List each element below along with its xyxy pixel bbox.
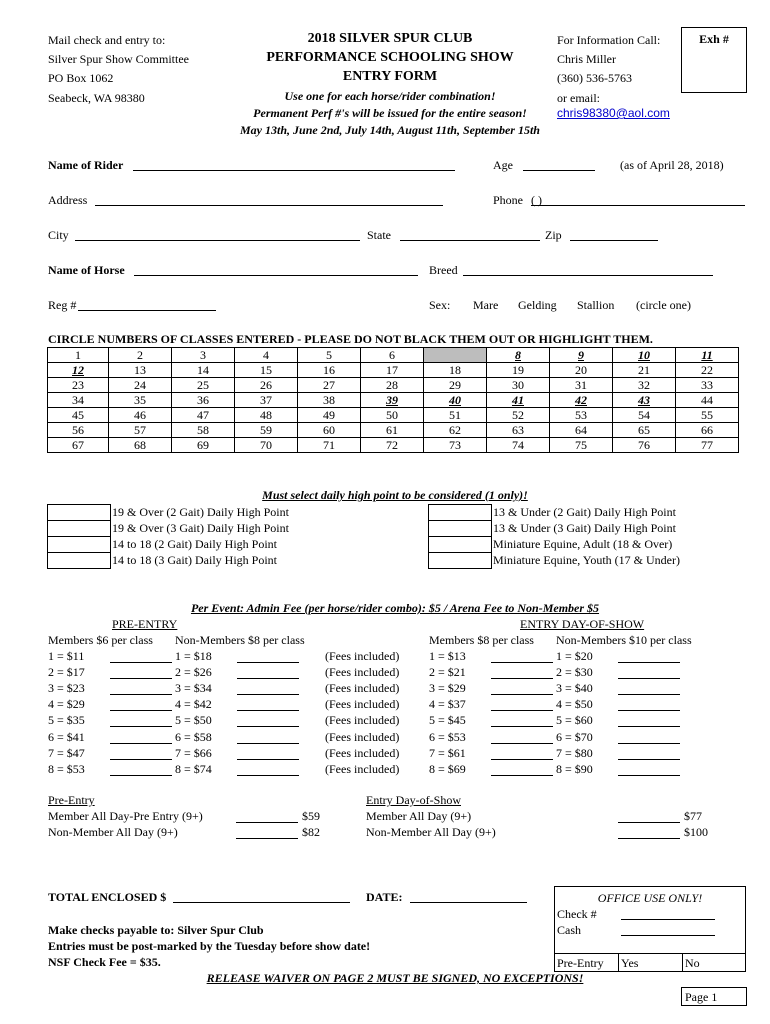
title-note-2: Permanent Perf #'s will be issued for the entire season!: [253, 106, 527, 120]
day-nonmember-fee-field[interactable]: [618, 710, 680, 711]
class-cell[interactable]: 77: [676, 438, 739, 453]
class-cell[interactable]: 39: [361, 393, 424, 408]
high-point-heading: Must select daily high point to be considered (1 only)!: [262, 488, 528, 502]
age-label: Age: [493, 158, 513, 172]
class-row: [48, 393, 739, 408]
circle-one-note: (circle one): [636, 298, 691, 312]
class-cell[interactable]: 53: [550, 408, 613, 423]
class-row: [48, 423, 739, 438]
high-point-checkbox[interactable]: [428, 520, 492, 537]
date-label: DATE:: [366, 890, 403, 904]
info-label: For Information Call:: [557, 33, 661, 47]
pre-nonmember-fee: 8 = $74: [175, 762, 212, 776]
day-member-fee-field[interactable]: [491, 694, 553, 695]
class-cell[interactable]: 14: [172, 363, 235, 378]
office-cash-label: Cash: [557, 923, 581, 937]
class-cell[interactable]: 5: [298, 348, 361, 363]
pre-member-fee: 2 = $17: [48, 665, 85, 679]
pre-member-fee-field[interactable]: [110, 678, 172, 679]
info-email-label: or email:: [557, 91, 600, 105]
day-member-fee-field[interactable]: [491, 759, 553, 760]
fees-included-note: (Fees included): [325, 649, 400, 663]
class-cell[interactable]: 37: [235, 393, 298, 408]
class-cell[interactable]: 38: [298, 393, 361, 408]
class-cell[interactable]: 21: [613, 363, 676, 378]
fees-included-note: (Fees included): [325, 762, 400, 776]
day-nonmember-fee-field[interactable]: [618, 726, 680, 727]
total-enclosed-field[interactable]: [173, 902, 350, 903]
title-dates: May 13th, June 2nd, July 14th, August 11th, September 15th: [240, 123, 540, 137]
day-nonmember-fee: 4 = $50: [556, 697, 593, 711]
class-cell[interactable]: 33: [676, 378, 739, 393]
mail-line-2: Silver Spur Show Committee: [48, 52, 189, 66]
allday-pre-label: Pre-Entry: [48, 793, 95, 807]
exh-label: Exh #: [699, 32, 729, 46]
class-cell[interactable]: 13: [109, 363, 172, 378]
state-label: State: [367, 228, 391, 242]
class-cell[interactable]: 8: [487, 348, 550, 363]
class-cell[interactable]: 6: [361, 348, 424, 363]
pre-member-fee-field[interactable]: [110, 726, 172, 727]
pre-nonmember-fee: 4 = $42: [175, 697, 212, 711]
day-nonmember-fee: 1 = $20: [556, 649, 593, 663]
title-line-1: 2018 SILVER SPUR CLUB: [307, 31, 473, 46]
day-nonmember-fee-field[interactable]: [618, 775, 680, 776]
fees-included-note: (Fees included): [325, 697, 400, 711]
day-member-fee: 6 = $53: [429, 730, 466, 744]
class-cell[interactable]: 59: [235, 423, 298, 438]
class-cell[interactable]: 70: [235, 438, 298, 453]
day-nonmember-fee-field[interactable]: [618, 743, 680, 744]
pre-member-fee-field[interactable]: [110, 662, 172, 663]
horse-name-field[interactable]: [134, 275, 418, 276]
pre-member-fee: 7 = $47: [48, 746, 85, 760]
rider-label: Name of Rider: [48, 158, 124, 172]
sex-label: Sex:: [429, 298, 451, 312]
class-cell[interactable]: 11: [676, 348, 739, 363]
office-cash-field[interactable]: [621, 935, 715, 936]
sex-mare-option[interactable]: Mare: [473, 298, 499, 312]
class-cell[interactable]: 17: [361, 363, 424, 378]
day-member-fee-field[interactable]: [491, 726, 553, 727]
day-nonmember-fee-field[interactable]: [618, 759, 680, 760]
class-cell[interactable]: 43: [613, 393, 676, 408]
high-point-checkbox[interactable]: [47, 536, 111, 553]
high-point-option: 19 & Over (2 Gait) Daily High Point: [112, 505, 289, 519]
page-number-box: [681, 987, 747, 1006]
fees-included-note: (Fees included): [325, 665, 400, 679]
pre-member-fee: 4 = $29: [48, 697, 85, 711]
office-yes-cell[interactable]: [618, 954, 683, 972]
pre-nonmember-fee: 5 = $50: [175, 713, 212, 727]
office-check-label: Check #: [557, 907, 597, 921]
class-cell[interactable]: 45: [48, 408, 109, 423]
class-cell[interactable]: 24: [109, 378, 172, 393]
allday-day-label: Entry Day-of-Show: [366, 793, 461, 807]
allday-pre-nonmember-price: $82: [302, 825, 320, 839]
office-yes-label: Yes: [621, 956, 639, 970]
pre-member-fee: 6 = $41: [48, 730, 85, 744]
class-cell[interactable]: 47: [172, 408, 235, 423]
day-member-fee: 3 = $29: [429, 681, 466, 695]
pre-entry-heading: PRE-ENTRY: [112, 617, 178, 631]
office-no-label[interactable]: No: [685, 956, 700, 970]
class-cell[interactable]: 4: [235, 348, 298, 363]
high-point-checkbox[interactable]: [428, 552, 492, 569]
allday-pre-nonmember-field[interactable]: [236, 838, 298, 839]
reg-label: Reg #: [48, 298, 77, 312]
info-name: Chris Miller: [557, 52, 616, 66]
class-cell-blank: [424, 348, 487, 363]
pre-nonmember-fee: 3 = $34: [175, 681, 212, 695]
class-cell[interactable]: 42: [550, 393, 613, 408]
class-cell[interactable]: 15: [235, 363, 298, 378]
day-nonmember-fee: 3 = $40: [556, 681, 593, 695]
pre-nonmember-fee: 6 = $58: [175, 730, 212, 744]
state-field[interactable]: [400, 240, 540, 241]
day-member-fee-field[interactable]: [491, 710, 553, 711]
nsf-note: NSF Check Fee = $35.: [48, 955, 161, 969]
fees-included-note: (Fees included): [325, 730, 400, 744]
class-cell[interactable]: 73: [424, 438, 487, 453]
day-of-show-heading: ENTRY DAY-OF-SHOW: [520, 617, 645, 631]
high-point-checkbox[interactable]: [47, 552, 111, 569]
office-check-field[interactable]: [621, 919, 715, 920]
day-member-fee: 5 = $45: [429, 713, 466, 727]
class-cell[interactable]: 61: [361, 423, 424, 438]
pre-nonmember-fee: 2 = $26: [175, 665, 212, 679]
info-email-link[interactable]: chris98380@aol.com: [557, 106, 670, 120]
age-note: (as of April 28, 2018): [620, 158, 724, 172]
address-label: Address: [48, 193, 88, 207]
class-cell[interactable]: 74: [487, 438, 550, 453]
class-cell[interactable]: 58: [172, 423, 235, 438]
pre-member-fee-field[interactable]: [110, 759, 172, 760]
class-cell[interactable]: 36: [172, 393, 235, 408]
day-nonmember-fee-field[interactable]: [618, 678, 680, 679]
classes-heading: CIRCLE NUMBERS OF CLASSES ENTERED - PLEASE DO NOT BLACK THEM OUT OR HIGHLIGHT THEM.: [48, 332, 653, 346]
class-cell[interactable]: 20: [550, 363, 613, 378]
class-cell[interactable]: 19: [487, 363, 550, 378]
pre-nonmember-fee: 1 = $18: [175, 649, 212, 663]
class-cell[interactable]: 69: [172, 438, 235, 453]
class-cell[interactable]: 50: [361, 408, 424, 423]
pre-member-fee-field[interactable]: [110, 743, 172, 744]
office-pre-entry-label: Pre-Entry: [557, 956, 604, 970]
pre-nonmember-fee-field[interactable]: [237, 662, 299, 663]
high-point-option: 13 & Under (2 Gait) Daily High Point: [493, 505, 676, 519]
allday-day-nonmember: Non-Member All Day (9+): [366, 825, 496, 839]
class-cell[interactable]: 41: [487, 393, 550, 408]
class-cell[interactable]: 2: [109, 348, 172, 363]
class-cell[interactable]: 60: [298, 423, 361, 438]
pre-member-fee: 5 = $35: [48, 713, 85, 727]
high-point-option: 19 & Over (3 Gait) Daily High Point: [112, 521, 289, 535]
high-point-checkbox[interactable]: [47, 504, 111, 521]
rider-name-field[interactable]: [133, 170, 455, 171]
class-cell[interactable]: 28: [361, 378, 424, 393]
pre-nonmember-fee-field[interactable]: [237, 726, 299, 727]
class-cell[interactable]: 30: [487, 378, 550, 393]
class-row: [48, 378, 739, 393]
class-cell[interactable]: 9: [550, 348, 613, 363]
class-cell[interactable]: 16: [298, 363, 361, 378]
day-nonmember-fee: 6 = $70: [556, 730, 593, 744]
title-line-2: PERFORMANCE SCHOOLING SHOW: [266, 50, 514, 65]
payable-note: Make checks payable to: Silver Spur Club: [48, 923, 264, 937]
class-row: [48, 438, 739, 453]
class-cell[interactable]: 76: [613, 438, 676, 453]
class-cell[interactable]: 49: [298, 408, 361, 423]
pre-nonmember-fee-field[interactable]: [237, 759, 299, 760]
page-number: Page 1: [685, 990, 718, 1004]
mail-line-1: Mail check and entry to:: [48, 33, 166, 47]
pre-member-fee: 3 = $23: [48, 681, 85, 695]
allday-day-nonmember-field[interactable]: [618, 838, 680, 839]
fees-included-note: (Fees included): [325, 746, 400, 760]
high-point-option: Miniature Equine, Adult (18 & Over): [493, 537, 673, 551]
day-member-fee: 7 = $61: [429, 746, 466, 760]
day-member-fee: 4 = $37: [429, 697, 466, 711]
high-point-option: 14 to 18 (3 Gait) Daily High Point: [112, 553, 277, 567]
pre-nonmember-fee-field[interactable]: [237, 694, 299, 695]
horse-label: Name of Horse: [48, 263, 125, 277]
allday-day-nonmember-price: $100: [684, 825, 708, 839]
day-nonmember-fee: 7 = $80: [556, 746, 593, 760]
pre-member-fee: 8 = $53: [48, 762, 85, 776]
day-members-header: Members $8 per class: [429, 633, 534, 647]
high-point-option: 13 & Under (3 Gait) Daily High Point: [493, 521, 676, 535]
allday-day-member: Member All Day (9+): [366, 809, 472, 823]
pre-members-header: Members $6 per class: [48, 633, 153, 647]
sex-stallion-option[interactable]: Stallion: [577, 298, 615, 312]
fees-heading: Per Event: Admin Fee (per horse/rider combo): $5 / Arena Fee to Non-Member $5: [190, 601, 600, 615]
exhibitor-number-box[interactable]: [681, 27, 747, 93]
class-cell[interactable]: 27: [298, 378, 361, 393]
pre-nonmember-fee-field[interactable]: [237, 743, 299, 744]
day-member-fee-field[interactable]: [491, 743, 553, 744]
class-cell[interactable]: 62: [424, 423, 487, 438]
high-point-checkbox[interactable]: [47, 520, 111, 537]
class-cell[interactable]: 67: [48, 438, 109, 453]
age-field[interactable]: [523, 170, 595, 171]
class-cell[interactable]: 65: [613, 423, 676, 438]
pre-nonmember-fee: 7 = $66: [175, 746, 212, 760]
class-cell[interactable]: 18: [424, 363, 487, 378]
pre-member-fee-field[interactable]: [110, 775, 172, 776]
phone-field[interactable]: [531, 205, 745, 206]
fees-included-note: (Fees included): [325, 681, 400, 695]
high-point-checkbox[interactable]: [428, 536, 492, 553]
class-cell[interactable]: 63: [487, 423, 550, 438]
sex-gelding-option[interactable]: Gelding: [518, 298, 557, 312]
day-nonmember-fee: 5 = $60: [556, 713, 593, 727]
class-cell[interactable]: 56: [48, 423, 109, 438]
mail-line-3: PO Box 1062: [48, 71, 114, 85]
class-cell[interactable]: 3: [172, 348, 235, 363]
class-cell[interactable]: 40: [424, 393, 487, 408]
day-member-fee: 1 = $13: [429, 649, 466, 663]
zip-label: Zip: [545, 228, 562, 242]
class-cell[interactable]: 52: [487, 408, 550, 423]
class-cell[interactable]: 68: [109, 438, 172, 453]
class-cell[interactable]: 57: [109, 423, 172, 438]
class-cell[interactable]: 31: [550, 378, 613, 393]
zip-field[interactable]: [570, 240, 658, 241]
class-cell[interactable]: 26: [235, 378, 298, 393]
allday-pre-nonmember: Non-Member All Day (9+): [48, 825, 178, 839]
day-member-fee-field[interactable]: [491, 662, 553, 663]
class-cell[interactable]: 29: [424, 378, 487, 393]
class-row: [48, 348, 739, 363]
class-cell[interactable]: 1: [48, 348, 109, 363]
pre-member-fee: 1 = $11: [48, 649, 85, 663]
office-pre-entry-row: [555, 953, 745, 972]
title-line-3: ENTRY FORM: [342, 69, 438, 84]
pre-member-fee-field[interactable]: [110, 710, 172, 711]
class-cell[interactable]: 51: [424, 408, 487, 423]
class-cell[interactable]: 55: [676, 408, 739, 423]
class-cell[interactable]: 48: [235, 408, 298, 423]
pre-nonmember-fee-field[interactable]: [237, 678, 299, 679]
day-nonmembers-header: Non-Members $10 per class: [556, 633, 692, 647]
class-cell[interactable]: 64: [550, 423, 613, 438]
class-cell[interactable]: 46: [109, 408, 172, 423]
mail-line-4: Seabeck, WA 98380: [48, 91, 145, 105]
class-cell[interactable]: 35: [109, 393, 172, 408]
class-cell[interactable]: 66: [676, 423, 739, 438]
class-cell[interactable]: 12: [48, 363, 109, 378]
office-use-box: [554, 886, 746, 972]
allday-pre-member: Member All Day-Pre Entry (9+): [48, 809, 203, 823]
breed-label: Breed: [429, 263, 458, 277]
address-field[interactable]: [95, 205, 443, 206]
high-point-option: Miniature Equine, Youth (17 & Under): [493, 553, 680, 567]
day-member-fee-field[interactable]: [491, 775, 553, 776]
class-cell[interactable]: 10: [613, 348, 676, 363]
date-field[interactable]: [410, 902, 527, 903]
high-point-option: 14 to 18 (2 Gait) Daily High Point: [112, 537, 277, 551]
class-row: [48, 363, 739, 378]
class-cell[interactable]: 32: [613, 378, 676, 393]
class-cell[interactable]: 75: [550, 438, 613, 453]
breed-field[interactable]: [463, 275, 713, 276]
classes-table: [47, 347, 739, 453]
city-label: City: [48, 228, 69, 242]
class-cell[interactable]: 71: [298, 438, 361, 453]
day-nonmember-fee-field[interactable]: [618, 694, 680, 695]
class-cell[interactable]: 22: [676, 363, 739, 378]
class-cell[interactable]: 25: [172, 378, 235, 393]
day-member-fee: 2 = $21: [429, 665, 466, 679]
phone-label: Phone: [493, 193, 523, 207]
class-cell[interactable]: 72: [361, 438, 424, 453]
pre-nonmember-fee-field[interactable]: [237, 710, 299, 711]
fees-included-note: (Fees included): [325, 713, 400, 727]
allday-pre-member-field[interactable]: [236, 822, 298, 823]
class-cell[interactable]: 23: [48, 378, 109, 393]
pre-nonmember-fee-field[interactable]: [237, 775, 299, 776]
title-note-1: Use one for each horse/rider combination!: [284, 89, 496, 103]
day-nonmember-fee: 2 = $30: [556, 665, 593, 679]
city-field[interactable]: [75, 240, 360, 241]
high-point-checkbox[interactable]: [428, 504, 492, 521]
reg-field[interactable]: [78, 310, 216, 311]
info-phone: (360) 536-5763: [557, 71, 632, 85]
class-cell[interactable]: 54: [613, 408, 676, 423]
class-cell[interactable]: 44: [676, 393, 739, 408]
total-enclosed-label: TOTAL ENCLOSED $: [48, 890, 167, 904]
day-member-fee: 8 = $69: [429, 762, 466, 776]
waiver-note: RELEASE WAIVER ON PAGE 2 MUST BE SIGNED, NO EXCEPTIONS!: [206, 971, 584, 985]
phone-area-code: ( ): [531, 193, 542, 207]
allday-day-member-field[interactable]: [618, 822, 680, 823]
allday-pre-member-price: $59: [302, 809, 320, 823]
day-nonmember-fee-field[interactable]: [618, 662, 680, 663]
postmark-note: Entries must be post-marked by the Tuesday before show date!: [48, 939, 371, 953]
pre-member-fee-field[interactable]: [110, 694, 172, 695]
allday-day-member-price: $77: [684, 809, 702, 823]
day-member-fee-field[interactable]: [491, 678, 553, 679]
class-row: [48, 408, 739, 423]
office-title: OFFICE USE ONLY!: [597, 891, 703, 905]
class-cell[interactable]: 34: [48, 393, 109, 408]
day-nonmember-fee: 8 = $90: [556, 762, 593, 776]
pre-nonmembers-header: Non-Members $8 per class: [175, 633, 305, 647]
